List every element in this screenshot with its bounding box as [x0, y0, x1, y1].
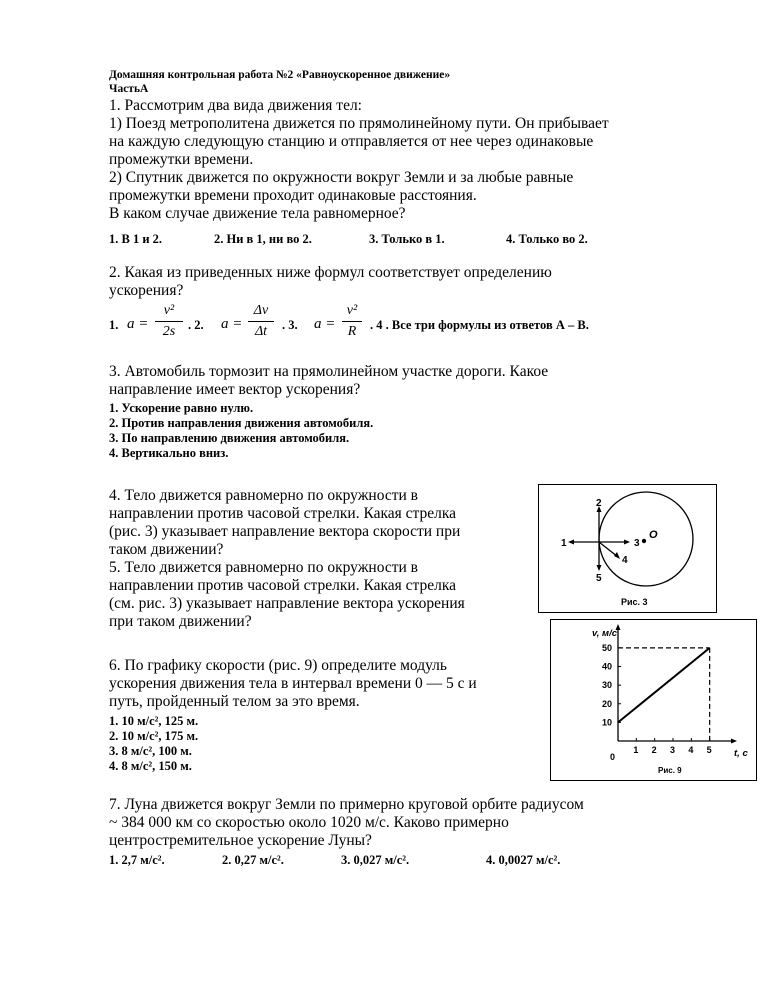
arrow-4-label: 4 [622, 555, 628, 566]
formula-4-text: . 4 . Все три формулы из ответов А – В. [370, 318, 589, 332]
question-6-line: 6. По графику скорости (рис. 9) определите модуль [109, 657, 447, 674]
formula-3-numerator: v² [346, 303, 358, 318]
q7-answer-4: 4. 0,0027 м/с². [486, 853, 561, 867]
question-6 [109, 657, 549, 711]
formula-3-lhs: a = [314, 316, 336, 332]
question-1-line: промежутки времени. [109, 151, 254, 168]
figure-9-caption: Рис. 9 [658, 766, 682, 775]
question-3-line: направление имеет вектор ускорения? [109, 381, 361, 398]
q7-answer-3: 3. 0,027 м/с². [341, 853, 410, 867]
question-7 [109, 796, 729, 850]
formula-3-denominator: R [347, 324, 357, 339]
formula-2-fraction [248, 303, 274, 340]
chart-guides [618, 648, 710, 741]
q1-answer-4: 4. Только во 2. [506, 232, 588, 246]
formula-1-denominator: 2s [162, 324, 176, 339]
q1-answer-3: 3. Только в 1. [369, 232, 445, 246]
question-4-line: 4. Тело движется равномерно по окружности в [109, 487, 418, 504]
formula-1-lhs: a = [127, 316, 149, 332]
velocity-line [618, 648, 710, 722]
q7-answer-2: 2. 0,27 м/с². [222, 853, 284, 867]
x-tick-label: 5 [706, 745, 712, 755]
q6-answer-3: 3. 8 м/с², 100 м. [109, 744, 192, 758]
center-point [642, 539, 646, 543]
arrow-2-label: 2 [596, 498, 602, 509]
question-4-line: таком движении? [109, 541, 224, 558]
question-2 [109, 264, 709, 300]
question-6-line: ускорения движения тела в интервал времени 0 — 5 с и [109, 675, 477, 692]
arrow-3-label: 3 [634, 538, 640, 549]
question-1-line: на каждую следующую станцию и отправляется от нее через одинаковые [109, 133, 594, 150]
x-tick-label: 4 [688, 745, 694, 755]
y-tick-label: 20 [602, 698, 613, 709]
figure-9-frame [551, 620, 757, 781]
origin-label: 0 [610, 752, 616, 762]
formula-3-fraction [342, 303, 362, 340]
q6-answer-4: 4. 8 м/с², 150 м. [109, 759, 192, 773]
q6-answers [109, 714, 198, 774]
question-5-line: 5. Тело движется равномерно по окружности в [109, 559, 418, 576]
y-tick-label: 50 [602, 642, 613, 653]
q1-answer-2: 2. Ни в 1, ни во 2. [214, 232, 312, 246]
arrow-1-label: 1 [561, 538, 567, 549]
question-1-line: 1) Поезд метрополитена движется по прямолинейному пути. Он прибывает [109, 115, 609, 132]
question-4-line: направлении против часовой стрелки. Какая стрелка [109, 505, 457, 522]
q3-answers [109, 401, 373, 461]
question-1-line: 1. Рассмотрим два вида движения тел: [109, 97, 362, 114]
x-axis-arrow [731, 739, 737, 744]
arrow-1-head [568, 540, 574, 545]
question-4-line: (рис. 3) указывает направление вектора скорости при [109, 523, 461, 540]
y-tick-label: 40 [602, 661, 613, 672]
formula-2-denominator: Δt [254, 324, 268, 339]
arrow-4-head [614, 552, 620, 559]
question-7-line: ~ 384 000 км со скоростью около 1020 м/с. Каково примерно [109, 814, 509, 831]
q3-answer-1: 1. Ускорение равно нулю. [109, 401, 254, 415]
q3-answer-3: 3. По направлению движения автомобиля. [109, 431, 350, 445]
question-2-line: ускорения? [109, 282, 184, 299]
x-tick-label: 1 [633, 745, 639, 755]
formula-2-label: . 2. [188, 318, 204, 332]
question-3 [109, 363, 709, 399]
formula-2-numerator: Δv [253, 303, 269, 318]
q1-answer-1: 1. В 1 и 2. [109, 232, 163, 246]
x-tick-label: 2 [651, 745, 657, 755]
question-7-line: центростремительное ускорение Луны? [109, 832, 372, 849]
q7-answer-1: 1. 2,7 м/с². [109, 853, 165, 867]
question-5-line: при таком движении? [109, 613, 252, 630]
q3-answer-4: 4. Вертикально вниз. [109, 446, 229, 460]
figure-3 [538, 484, 717, 613]
center-label: O [649, 529, 658, 541]
question-5-line: направлении против часовой стрелки. Какая стрелка [109, 577, 457, 594]
q6-answer-1: 1. 10 м/с², 125 м. [109, 714, 199, 728]
q6-answer-2: 2. 10 м/с², 175 м. [109, 729, 199, 743]
orbit-circle [599, 492, 693, 586]
chart-series [618, 648, 710, 722]
y-tick-label: 10 [602, 717, 613, 728]
x-axis-label: t, с [734, 748, 748, 759]
question-1-line: промежутки времени проходит одинаковые расстояния. [109, 187, 477, 204]
formula-1-numerator: v² [163, 303, 175, 318]
question-5-line: (см. рис. 3) указывает направление вектора ускорения [109, 595, 465, 612]
questions-4-5 [109, 487, 539, 631]
question-1 [109, 97, 709, 223]
question-1-line: 2) Спутник движется по окружности вокруг Земли и за любые равные [109, 169, 574, 186]
document-title: Домашняя контрольная работа №2 «Равноускоренное движение» [109, 69, 451, 81]
figure-9-chart [550, 619, 757, 781]
question-3-line: 3. Автомобиль тормозит на прямолинейном участке дороги. Какое [109, 363, 549, 380]
formula-1-fraction [155, 303, 183, 340]
y-axis-label: v, м/с [592, 628, 617, 639]
x-tick-label: 3 [670, 745, 676, 755]
question-1-line: В каком случае движение тела равномерное? [109, 205, 406, 222]
question-7-line: 7. Луна движется вокруг Земли по примерно круговой орбите радиусом [109, 796, 584, 813]
chart-axes [616, 624, 738, 744]
arrow-5-label: 5 [596, 573, 602, 584]
question-2-line: 2. Какая из приведенных ниже формул соответствует определению [109, 264, 552, 281]
formula-2-lhs: a = [221, 316, 243, 332]
figure-3-caption: Рис. 3 [621, 597, 648, 607]
y-tick-label: 30 [602, 680, 613, 691]
q3-answer-2: 2. Против направления движения автомобиля. [109, 416, 374, 430]
question-6-line: путь, пройденный телом за это время. [109, 693, 360, 710]
part-label: ЧастьА [109, 83, 149, 95]
formula-3-label: . 3. [282, 318, 298, 332]
arrow-5-head [597, 565, 602, 571]
formula-1-label: 1. [109, 318, 119, 332]
arrow-3-head [624, 540, 630, 545]
